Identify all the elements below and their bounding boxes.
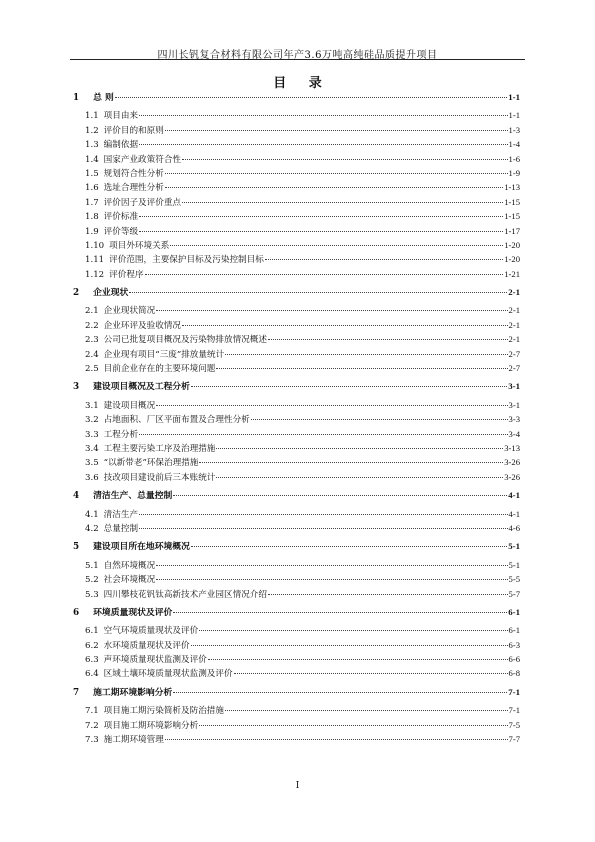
toc-entry-number: 5.3 [85,589,99,600]
toc-entry-page: 2-1 [508,305,520,316]
toc-section-entry[interactable] [73,441,520,455]
toc-entry-number: 3 [73,382,80,393]
dot-leader [165,187,503,188]
toc-entry-number: 1.10 [85,240,105,251]
toc-entry-title: 评价范围，主要保护目标及污染控制目标 [109,255,264,266]
toc-entry-title: 项目由来 [103,111,139,122]
toc-section-entry[interactable] [73,224,520,238]
toc-section-entry[interactable] [73,521,520,535]
toc-entry-number: 7.3 [85,735,99,746]
toc-entry-title: 评价等级 [103,226,139,237]
toc-entry-page: 2-1 [508,334,520,345]
toc-entry-title: 水环境质量现状及评价 [103,640,190,651]
toc-entry-page: 1-15 [504,196,520,207]
dot-leader [199,630,507,631]
toc-entry-page: 5-7 [508,588,520,599]
dot-leader [182,325,508,326]
toc-entry-number: 2.5 [85,364,99,375]
toc-entry-title: 工程主要污染工序及治理措施 [103,443,216,454]
toc-entry-title: 空气环境质量现状及评价 [103,626,199,637]
dot-leader [251,419,508,420]
toc-entry-number: 5.2 [85,575,99,586]
toc-entry-page: 3-3 [508,414,520,425]
toc-entry-page: 2-1 [508,319,520,330]
toc-entry-page: 5-1 [508,541,520,552]
toc-entry-title: 企业现有项目“三废”排放量统计 [103,349,225,360]
toc-section-entry[interactable] [73,470,520,484]
toc-entry-title: 施工期环境管理 [103,735,164,746]
dot-leader [173,692,507,693]
toc-entry-title: 项目施工期污染简析及防治措施 [103,706,224,717]
page-number: I [295,781,300,791]
toc-section-entry[interactable] [73,587,520,601]
toc-title: 目 录 [273,76,322,91]
dot-leader [139,115,507,116]
toc-section-entry[interactable] [73,455,520,469]
toc-chapter-entry[interactable] [73,285,520,299]
dot-leader [191,645,508,646]
toc-entry-title: 施工期环境影响分析 [93,687,173,698]
dot-leader [139,434,507,435]
toc-entry-number: 1.9 [85,226,99,237]
toc-section-entry[interactable] [73,238,520,252]
dot-leader [139,144,507,145]
toc-entry-number: 4 [73,491,80,502]
dot-leader [216,477,503,478]
toc-entry-page: 3-26 [504,471,520,482]
toc-entry-number: 2.4 [85,349,99,360]
dot-leader [234,673,508,674]
toc-section-entry[interactable] [73,195,520,209]
toc-entry-number: 7 [73,687,80,698]
header-rule [70,59,525,60]
toc-entry-title: 建设项目概况及工程分析 [93,382,190,393]
toc-section-entry[interactable] [73,507,520,521]
toc-entry-title: 规划符合性分析 [103,168,164,179]
dot-leader [265,259,503,260]
toc-section-entry[interactable] [73,303,520,317]
toc-entry-number: 7.1 [85,706,99,717]
toc-entry-number: 6.2 [85,640,99,651]
dot-leader [156,310,507,311]
toc-chapter-entry[interactable] [73,379,520,393]
toc-entry-page: 1-6 [508,153,520,164]
toc-entry-page: 7-1 [508,686,520,697]
toc-section-entry[interactable] [73,718,520,732]
toc-entry-number: 4.1 [85,509,99,520]
table-of-contents [73,90,520,746]
toc-entry-number: 1.8 [85,212,99,223]
toc-section-entry[interactable] [73,398,520,412]
dot-leader [165,739,508,740]
toc-section-entry[interactable] [73,137,520,151]
dot-leader [156,405,507,406]
toc-entry-title: “以新带老”环保治理措施 [103,458,199,469]
toc-entry-number: 2.1 [85,306,99,317]
dot-leader [191,546,507,547]
toc-section-entry[interactable] [73,703,520,717]
toc-entry-page: 3-4 [508,428,520,439]
toc-entry-page: 4-6 [508,522,520,533]
toc-entry-title: 公司已批复项目概况及污染物排放情况概述 [103,335,267,346]
toc-entry-title: 社会环境概况 [103,575,156,586]
toc-entry-title: 清洁生产 [103,509,139,520]
toc-chapter-entry[interactable] [73,605,520,619]
dot-leader [173,495,507,496]
toc-entry-title: 自然环境概况 [103,560,156,571]
toc-entry-page: 4-1 [508,508,520,519]
toc-entry-title: 占地面积、厂区平面布置及合理性分析 [103,415,250,426]
toc-entry-page: 4-1 [508,490,520,501]
toc-section-entry[interactable] [73,166,520,180]
toc-entry-title: 环境质量现状及评价 [93,607,173,618]
toc-entry-title: 国家产业政策符合性 [103,154,182,165]
toc-entry-page: 1-20 [504,254,520,265]
toc-entry-number: 3.1 [85,400,99,411]
dot-leader [139,231,503,232]
toc-section-entry[interactable] [73,347,520,361]
toc-section-entry[interactable] [73,732,520,746]
toc-entry-title: 建设项目所在地环境概况 [93,542,190,553]
running-header: 四川长钒复合材料有限公司年产3.6万吨高纯硅品质提升项目 [157,50,438,61]
toc-entry-number: 3.4 [85,443,99,454]
toc-chapter-entry[interactable] [73,90,520,104]
toc-section-entry[interactable] [73,361,520,375]
toc-entry-number: 7.2 [85,720,99,731]
dot-leader [268,594,508,595]
dot-leader [145,274,504,275]
toc-entry-page: 7-5 [508,719,520,730]
toc-entry-number: 1.5 [85,168,99,179]
toc-entry-page: 6-3 [508,639,520,650]
toc-entry-title: 技改项目建设前后三本账统计 [103,472,216,483]
dot-leader [182,202,503,203]
dot-leader [156,565,507,566]
toc-chapter-entry[interactable] [73,685,520,699]
dot-leader [225,354,507,355]
toc-section-entry[interactable] [73,152,520,166]
toc-entry-page: 6-8 [508,668,520,679]
toc-entry-page: 1-9 [508,167,520,178]
toc-entry-title: 编制依据 [103,140,139,151]
toc-entry-page: 1-15 [504,211,520,222]
dot-leader [208,659,508,660]
toc-entry-page: 1-17 [504,225,520,236]
toc-entry-title: 企业环评及验收情况 [103,320,182,331]
dot-leader [268,339,508,340]
toc-section-entry[interactable] [73,180,520,194]
toc-entry-number: 1.4 [85,154,99,165]
toc-entry-title: 评价因子及评价重点 [103,197,182,208]
toc-entry-number: 4.2 [85,523,99,534]
toc-entry-page: 1-21 [504,268,520,279]
toc-entry-title: 项目外环境关系 [109,240,170,251]
toc-entry-page: 5-5 [508,574,520,585]
toc-entry-number: 2 [73,288,80,299]
toc-section-entry[interactable] [73,209,520,223]
toc-entry-page: 2-7 [508,348,520,359]
toc-entry-page: 3-26 [504,457,520,468]
dot-leader [165,130,508,131]
toc-entry-page: 3-1 [508,399,520,410]
toc-section-entry[interactable] [73,318,520,332]
dot-leader [139,514,507,515]
toc-section-entry[interactable] [73,332,520,346]
dot-leader [156,579,507,580]
toc-entry-title: 建设项目概况 [103,400,156,411]
toc-entry-number: 3.2 [85,415,99,426]
toc-entry-number: 5.1 [85,560,99,571]
toc-entry-number: 1.12 [85,269,105,280]
toc-entry-title: 声环境质量现状监测及评价 [103,655,207,666]
dot-leader [182,159,508,160]
dot-leader [139,216,503,217]
toc-entry-title: 四川攀枝花钒钛高新技术产业园区情况介绍 [103,589,267,600]
dot-leader [199,725,507,726]
toc-entry-number: 1.3 [85,140,99,151]
dot-leader [129,292,507,293]
toc-entry-title: 评价程序 [109,269,144,280]
toc-entry-number: 1.6 [85,183,99,194]
toc-entry-number: 1 [73,93,80,103]
toc-section-entry[interactable] [73,666,520,680]
toc-entry-title: 总 则 [93,93,114,103]
toc-entry-number: 5 [73,542,80,553]
toc-entry-number: 3.3 [85,429,99,440]
dot-leader [165,173,508,174]
dot-leader [191,386,507,387]
toc-section-entry[interactable] [73,623,520,637]
toc-entry-page: 6-1 [508,625,520,636]
toc-entry-title: 目前企业存在的主要环境问题 [103,364,216,375]
toc-section-entry[interactable] [73,638,520,652]
toc-section-entry[interactable] [73,412,520,426]
toc-entry-page: 7-1 [508,705,520,716]
toc-entry-title: 清洁生产、总量控制 [93,491,173,502]
toc-entry-title: 评价标准 [103,212,139,223]
toc-section-entry[interactable] [73,108,520,122]
toc-entry-page: 2-7 [508,363,520,374]
toc-entry-page: 1-13 [504,182,520,193]
dot-leader [173,612,507,613]
toc-entry-number: 6.4 [85,669,99,680]
toc-entry-number: 6 [73,607,80,618]
toc-entry-number: 6.3 [85,655,99,666]
toc-entry-page: 3-13 [504,442,520,453]
toc-entry-page: 7-7 [508,734,520,745]
toc-entry-number: 1.11 [85,255,105,266]
toc-entry-page: 1-1 [508,92,520,102]
dot-leader [170,245,503,246]
toc-entry-title: 选址合理性分析 [103,183,164,194]
dot-leader [225,710,508,711]
toc-entry-title: 项目施工期环境影响分析 [103,720,199,731]
dot-leader [199,462,503,463]
toc-entry-page: 3-1 [508,381,520,392]
toc-entry-title: 工程分析 [103,429,139,440]
toc-entry-page: 2-1 [508,287,520,298]
dot-leader [216,368,507,369]
toc-section-entry[interactable] [73,123,520,137]
toc-section-entry[interactable] [73,652,520,666]
toc-entry-title: 评价目的和原则 [103,125,164,136]
toc-entry-number: 1.7 [85,197,99,208]
toc-entry-title: 总量控制 [103,523,139,534]
dot-leader [216,448,503,449]
toc-entry-number: 2.2 [85,320,99,331]
toc-entry-title: 区域土壤环境质量现状监测及评价 [103,669,233,680]
toc-entry-number: 3.5 [85,458,99,469]
toc-chapter-entry[interactable] [73,488,520,502]
toc-entry-page: 1-3 [508,124,520,135]
toc-entry-page: 1-1 [508,110,520,121]
toc-chapter-entry[interactable] [73,539,520,553]
toc-entry-page: 6-6 [508,654,520,665]
toc-entry-number: 1.1 [85,111,99,122]
toc-section-entry[interactable] [73,427,520,441]
toc-entry-number: 1.2 [85,125,99,136]
dot-leader [115,97,507,98]
toc-entry-page: 1-20 [504,239,520,250]
toc-section-entry[interactable] [73,252,520,266]
toc-entry-page: 6-1 [508,606,520,617]
toc-entry-number: 3.6 [85,472,99,483]
toc-section-entry[interactable] [73,267,520,281]
toc-section-entry[interactable] [73,558,520,572]
toc-section-entry[interactable] [73,572,520,586]
toc-entry-title: 企业现状 [93,288,129,299]
toc-entry-title: 企业现状简况 [103,306,156,317]
toc-entry-page: 1-4 [508,139,520,150]
toc-entry-number: 6.1 [85,626,99,637]
toc-entry-number: 2.3 [85,335,99,346]
toc-entry-page: 5-1 [508,559,520,570]
dot-leader [139,528,507,529]
